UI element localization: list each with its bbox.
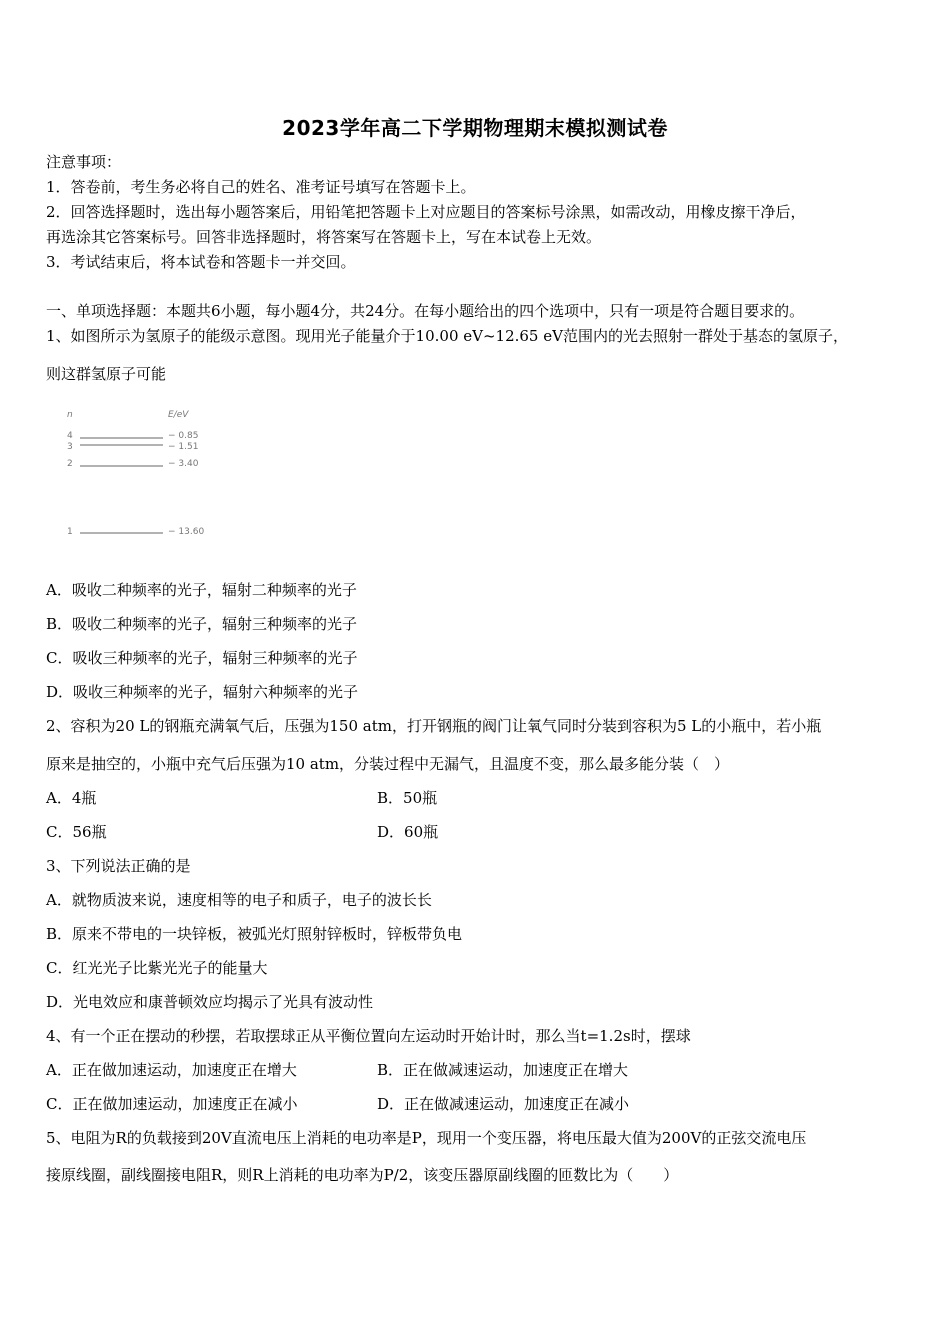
level-number: 1 bbox=[67, 527, 73, 537]
n-axis-label: n bbox=[67, 410, 73, 420]
notice-item: 1．答卷前，考生务必将自己的姓名、准考证号填写在答题卡上。 bbox=[46, 178, 476, 196]
question-3-stem: 3、下列说法正确的是 bbox=[46, 857, 191, 875]
question-4-stem: 4、有一个正在摆动的秒摆，若取摆球正从平衡位置向左运动时开始计时，那么当t=1.2s时，摆球 bbox=[46, 1027, 691, 1045]
question-1-option-a: A．吸收二种频率的光子，辐射二种频率的光子 bbox=[46, 581, 357, 599]
question-1-option-d: D．吸收三种频率的光子，辐射六种频率的光子 bbox=[46, 683, 359, 701]
question-3-option-a: A．就物质波来说，速度相等的电子和质子，电子的波长长 bbox=[46, 891, 432, 909]
question-5-stem-cont: 接原线圈，副线圈接电阻R，则R上消耗的电功率为P/2，该变压器原副线圈的匝数比为（ ） bbox=[46, 1166, 679, 1184]
level-number: 2 bbox=[67, 459, 73, 469]
question-2-option-c: C．56瓶 bbox=[46, 823, 107, 841]
section-heading: 一、单项选择题：本题共6小题，每小题4分，共24分。在每小题给出的四个选项中，只有一项是符合题目要求的。 bbox=[46, 302, 805, 320]
page-title: 2023学年高二下学期物理期末模拟测试卷 bbox=[282, 116, 668, 140]
question-4-option-c: C．正在做加速运动，加速度正在减小 bbox=[46, 1095, 298, 1113]
level-number: 4 bbox=[67, 431, 73, 441]
notice-item: 3．考试结束后，将本试卷和答题卡一并交回。 bbox=[46, 253, 356, 271]
question-1-stem: 1、如图所示为氢原子的能级示意图。现用光子能量介于10.00 eV~12.65 eV范围内的光去照射一群处于基态的氢原子， bbox=[46, 327, 848, 345]
question-2-option-a: A．4瓶 bbox=[46, 789, 97, 807]
question-4-option-b: B．正在做减速运动，加速度正在增大 bbox=[377, 1061, 629, 1079]
notice-heading: 注意事项： bbox=[46, 153, 122, 171]
level-energy: − 0.85 bbox=[168, 431, 199, 441]
question-2-stem: 2、容积为20 L的钢瓶充满氧气后，压强为150 atm，打开钢瓶的阀门让氧气同时分装到容积为5 L的小瓶中，若小瓶 bbox=[46, 717, 822, 735]
level-energy: − 3.40 bbox=[168, 459, 199, 469]
energy-level-diagram bbox=[60, 405, 220, 540]
question-4-option-d: D．正在做减速运动，加速度正在减小 bbox=[377, 1095, 630, 1113]
level-energy: − 13.60 bbox=[168, 527, 205, 537]
question-1-stem-cont: 则这群氢原子可能 bbox=[46, 365, 167, 383]
question-2-option-b: B．50瓶 bbox=[377, 789, 438, 807]
notice-item: 再选涂其它答案标号。回答非选择题时，将答案写在答题卡上，写在本试卷上无效。 bbox=[46, 228, 602, 246]
question-1-option-b: B．吸收二种频率的光子，辐射三种频率的光子 bbox=[46, 615, 358, 633]
question-1-option-c: C．吸收三种频率的光子，辐射三种频率的光子 bbox=[46, 649, 358, 667]
level-number: 3 bbox=[67, 442, 73, 452]
energy-axis-label: E/eV bbox=[168, 410, 189, 420]
question-3-option-d: D．光电效应和康普顿效应均揭示了光具有波动性 bbox=[46, 993, 374, 1011]
question-2-option-d: D．60瓶 bbox=[377, 823, 439, 841]
question-4-option-a: A．正在做加速运动，加速度正在增大 bbox=[46, 1061, 297, 1079]
level-energy: − 1.51 bbox=[168, 442, 199, 452]
question-5-stem: 5、电阻为R的负载接到20V直流电压上消耗的电功率是P，现用一个变压器，将电压最大值为200V的正弦交流电压 bbox=[46, 1129, 807, 1147]
question-3-option-c: C．红光光子比紫光光子的能量大 bbox=[46, 959, 268, 977]
notice-item: 2．回答选择题时，选出每小题答案后，用铅笔把答题卡上对应题目的答案标号涂黑，如需改动，用橡皮擦干净后， bbox=[46, 203, 806, 221]
question-2-stem-cont: 原来是抽空的，小瓶中充气后压强为10 atm，分装过程中无漏气，且温度不变，那么最多能分装（ ） bbox=[46, 755, 730, 773]
question-3-option-b: B．原来不带电的一块锌板，被弧光灯照射锌板时，锌板带负电 bbox=[46, 925, 463, 943]
